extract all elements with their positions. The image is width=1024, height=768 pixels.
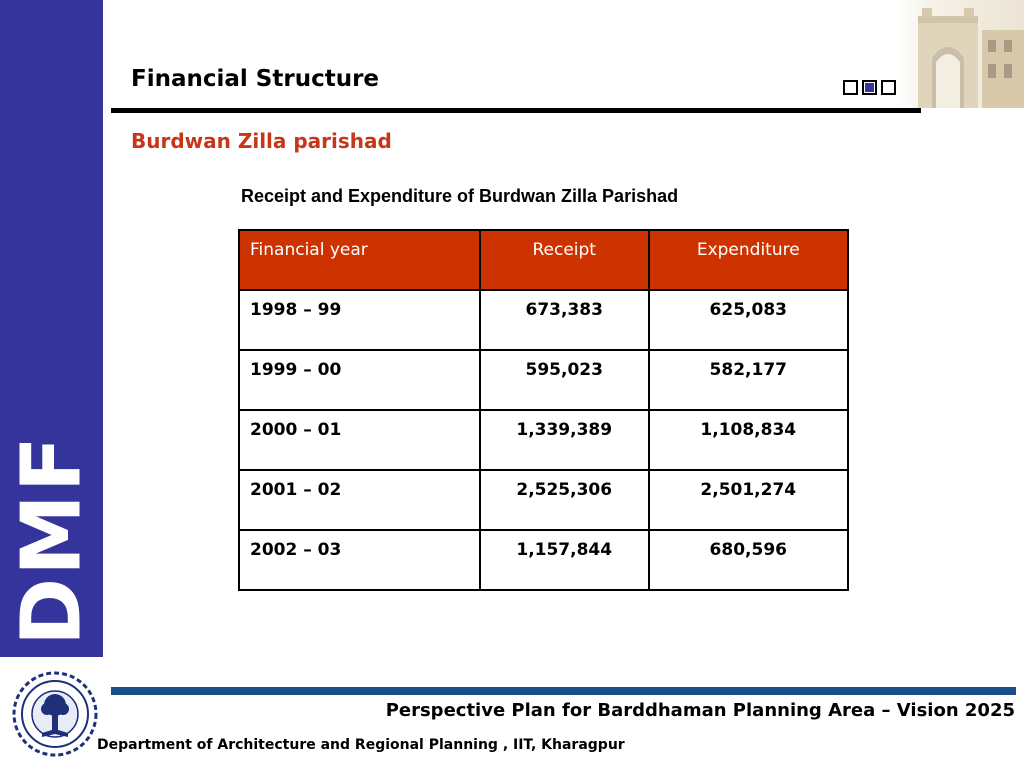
column-header-financial-year: Financial year xyxy=(239,230,480,290)
cell-financial-year: 2002 – 03 xyxy=(239,530,480,590)
cell-expenditure: 625,083 xyxy=(649,290,848,350)
iit-kharagpur-logo xyxy=(12,671,98,757)
footer-divider xyxy=(111,687,1016,695)
cell-expenditure: 1,108,834 xyxy=(649,410,848,470)
table-title: Receipt and Expenditure of Burdwan Zilla Parishad xyxy=(241,186,679,206)
cell-expenditure: 680,596 xyxy=(649,530,848,590)
cell-financial-year: 2001 – 02 xyxy=(239,470,480,530)
column-header-receipt: Receipt xyxy=(480,230,649,290)
table-row xyxy=(239,350,848,410)
square-outline-icon xyxy=(843,80,858,95)
cell-receipt: 2,525,306 xyxy=(480,470,649,530)
slide-subheading: Burdwan Zilla parishad xyxy=(131,129,392,153)
cell-receipt: 1,339,389 xyxy=(480,410,649,470)
cell-receipt: 673,383 xyxy=(480,290,649,350)
header-divider xyxy=(111,108,921,113)
slide-heading: Financial Structure xyxy=(131,66,380,92)
heritage-gate-photo xyxy=(896,0,1024,108)
table-header-row xyxy=(239,230,848,290)
table-row xyxy=(239,410,848,470)
table-row xyxy=(239,530,848,590)
cell-financial-year: 2000 – 01 xyxy=(239,410,480,470)
footer-project-title: Perspective Plan for Barddhaman Planning Area – Vision 2025 xyxy=(385,700,1015,721)
sidebar-dmf-text: DMF xyxy=(4,434,100,646)
square-filled-icon xyxy=(862,80,877,95)
cell-expenditure: 582,177 xyxy=(649,350,848,410)
cell-expenditure: 2,501,274 xyxy=(649,470,848,530)
square-outline-icon xyxy=(881,80,896,95)
footer-department: Department of Architecture and Regional Planning , IIT, Kharagpur xyxy=(97,737,625,753)
cell-receipt: 1,157,844 xyxy=(480,530,649,590)
cell-financial-year: 1998 – 99 xyxy=(239,290,480,350)
table-row xyxy=(239,470,848,530)
cell-financial-year: 1999 – 00 xyxy=(239,350,480,410)
cell-receipt: 595,023 xyxy=(480,350,649,410)
receipt-expenditure-table xyxy=(238,229,849,591)
sidebar-band xyxy=(0,0,103,657)
table-row xyxy=(239,290,848,350)
column-header-expenditure: Expenditure xyxy=(649,230,848,290)
slide-nav-squares-icon xyxy=(843,80,896,95)
